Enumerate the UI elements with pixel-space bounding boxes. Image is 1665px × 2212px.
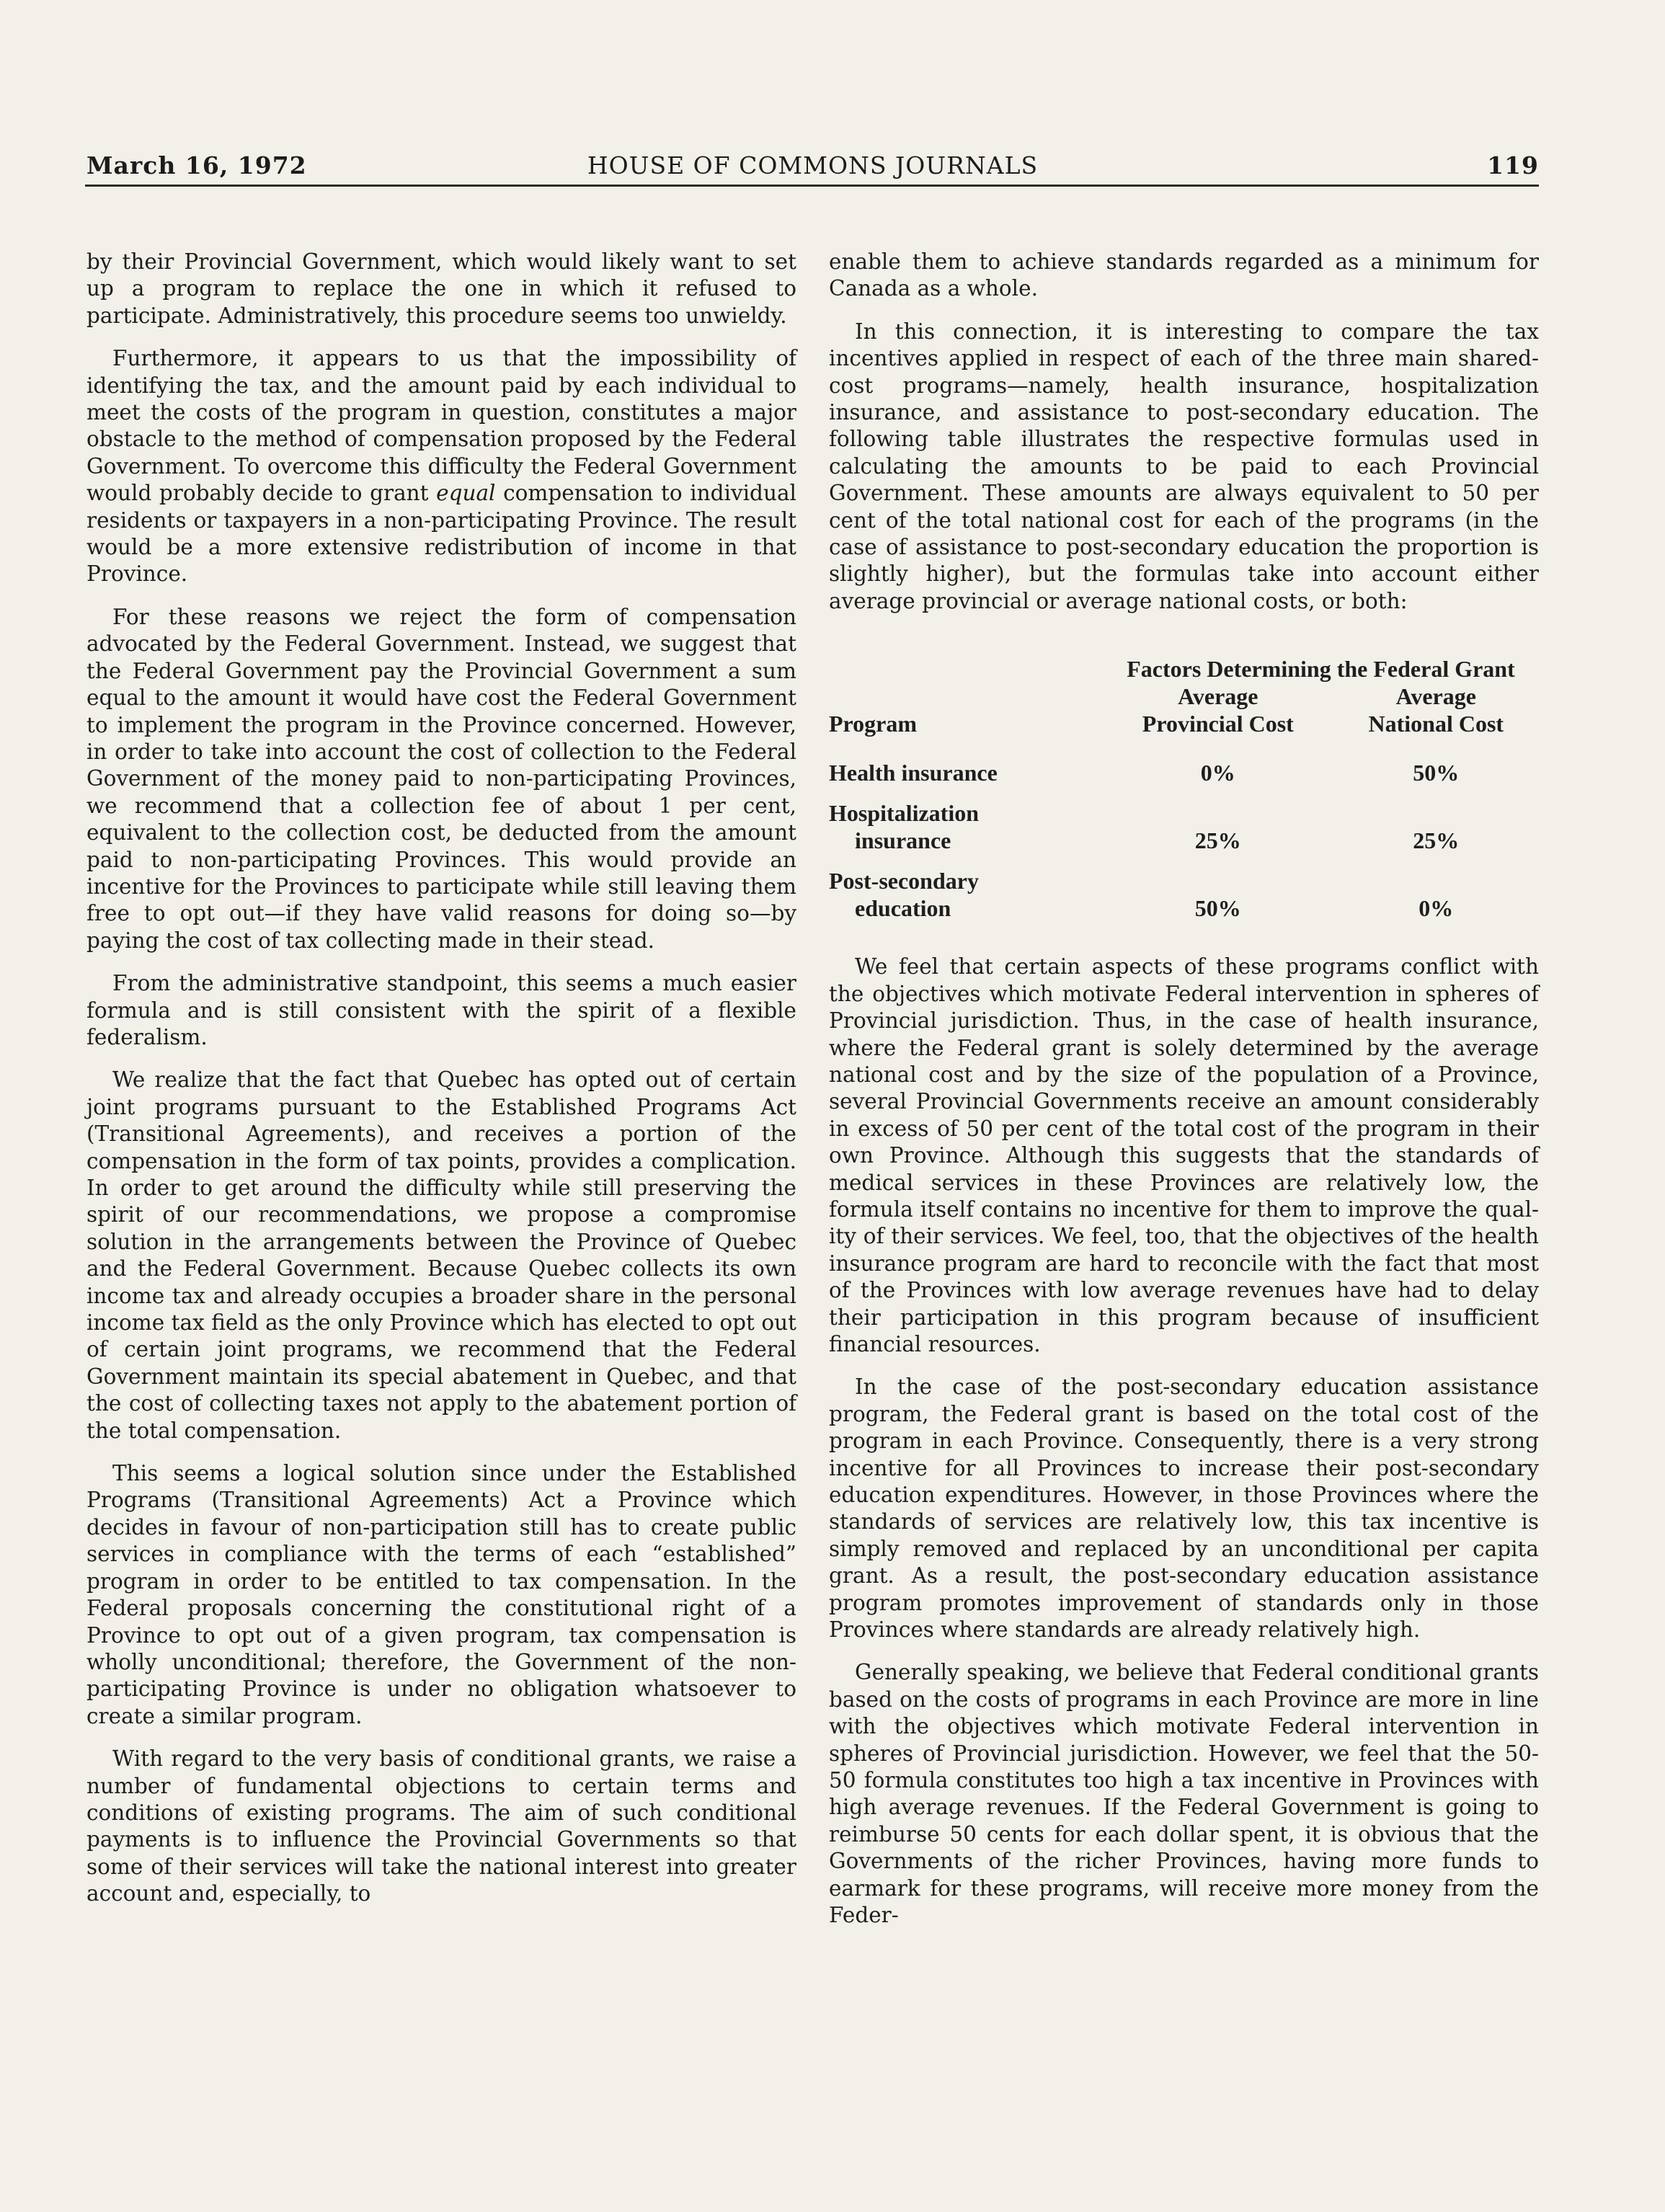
left-paragraph-2: [86, 345, 796, 588]
national-value: 50%: [1413, 760, 1460, 786]
national-header-line-1: Average: [1395, 683, 1476, 710]
header-rule: [85, 185, 1539, 187]
national-header-line-2: National Cost: [1368, 711, 1504, 737]
left-paragraph-2-part-a: Furthermore, it appears to us that the impossibility of identifying the tax, and the amount paid by each individual to meet the costs of the program in question, constitutes a major obstacle to the method of compensation proposed by the Federal Government. To overcome this difficulty the Federal Government would probably decide to grant: [86, 346, 796, 506]
grant-factors-table: [829, 655, 1539, 922]
page-header: [86, 151, 1539, 183]
emphasis-equal: equal: [436, 481, 496, 506]
table-row: [829, 854, 1539, 922]
header-date: March 16, 1972: [86, 151, 307, 179]
program-line-1: Hospitalization: [829, 800, 980, 827]
program-cell: [829, 786, 1103, 854]
provincial-header-line-2: Provincial Cost: [1142, 711, 1294, 737]
provincial-value: 25%: [1194, 827, 1241, 854]
right-paragraph-1: enable them to achieve standards regarded as a minimum for Canada as a whole.: [829, 249, 1539, 301]
table-row: [829, 737, 1539, 786]
program-line-2: education: [855, 895, 951, 922]
federal-grant-table: [829, 655, 1539, 922]
right-column: [829, 249, 1539, 1945]
program-cell: Health insurance: [829, 760, 998, 786]
left-paragraph-7: With regard to the very basis of conditional grants, we raise a number of fundamental objections to certain terms and conditions of existing programs. The aim of such conditional payments is to influence the Provincial Governments so that some of their services will take the national interest into greater account and, especially, to: [86, 1746, 796, 1906]
page-number: 119: [1487, 151, 1539, 179]
provincial-value: 50%: [1194, 895, 1241, 922]
left-paragraph-6: This seems a logical solution since under the Established Programs (Transitional Agreements) Act a Province which decides in favour of non-participation still has to create public services in compliance with the terms of each “established” program in order to be entitled to tax compensation. In the Federal proposals concerning the constitutional right of a Province to opt out of a given program, tax compensation is wholly unconditional; therefore, the Government of the non-participating Province is under no obligation whatsoever to create a similar program.: [86, 1461, 796, 1728]
right-paragraph-4: In the case of the post-secondary education assistance program, the Federal grant is based on the total cost of the program in each Province. Consequently, there is a very strong incentive for all Provinces to increase their post-secondary education expenditures. However, in those Provinces where the standards of services are relatively low, this tax incentive is simply removed and replaced by an unconditional per capita grant. As a result, the post-secondary education assistance program promotes improvement of standards only in those Provinces where standards are already relatively high.: [829, 1374, 1539, 1643]
national-value: 25%: [1413, 827, 1460, 854]
right-paragraph-3: We feel that certain aspects of these programs conflict with the objectives which motivate Federal intervention in spheres of Provincial jurisdiction. Thus, in the case of health insurance, where the Federal grant is solely determined by the average national cost and by the size of the population of a Province, several Provincial Governments receive an amount considerably in excess of 50 per cent of the total cost of the program in their own Province. Although this suggests that the standards of medical services in these Provinces are relatively low, the formula itself contains no incentive for them to improve the quality of their services. We feel, too, that the objectives of the health insurance program are hard to reconcile with the fact that most of the Provinces with low average revenues have had to delay their participation in this program because of insufficient financial resources.: [829, 954, 1539, 1356]
left-paragraph-4: From the administrative standpoint, this seems a much easier formula and is still consistent with the spirit of a flexible federalism.: [86, 971, 796, 1049]
program-line-2: insurance: [855, 827, 951, 854]
table-row: [829, 786, 1539, 854]
right-paragraph-2: In this connection, it is interesting to compare the tax incentives applied in respect of each of the three main shared-cost programs—namely, health insurance, hospitalization insurance, and assistance to post-secondary education. The following table illustrates the respective formulas used in calculating the amounts to be paid to each Provincial Government. These amounts are always equivalent to 50 per cent of the total national cost for each of the programs (in the case of assistance to post-secondary education the proportion is slightly higher), but the formulas take into account either average provincial or average national costs, or both:: [829, 319, 1539, 613]
left-paragraph-5: We realize that the fact that Quebec has opted out of certain joint programs pursuant to the Established Programs Act (Transitional Agreements), and receives a portion of the compensation in the form of tax points, provides a complication. In order to get around the difficulty while still preserving the spirit of our recommendations, we propose a compromise solution in the arrangements between the Province of Quebec and the Federal Government. Because Quebec collects its own income tax and already occupies a broader share in the personal income tax field as the only Province which has elected to opt out of certain joint programs, we recommend that the Federal Government maintain its special abatement in Quebec, and that the cost of collecting taxes not apply to the abatement portion of the total compensation.: [86, 1067, 796, 1443]
provincial-header-line-1: Average: [1178, 683, 1258, 710]
left-column: [86, 249, 796, 1924]
national-cost-header: [1333, 683, 1539, 737]
provincial-cost-header: [1103, 683, 1333, 737]
national-value: 0%: [1418, 895, 1454, 922]
right-paragraph-5: Generally speaking, we believe that Federal conditional grants based on the costs of programs in each Province are more in line with the objectives which motivate Federal intervention in spheres of Provincial jurisdiction. However, we feel that the 50-50 formula constitutes too high a tax incentive in Provinces with high average revenues. If the Federal Government is going to reimburse 50 cents for each dollar spent, it is obvious that the Governments of the richer Provinces, having more funds to earmark for these programs, will receive more money from the Feder-: [829, 1660, 1539, 1928]
provincial-value: 0%: [1200, 760, 1235, 786]
table-title: Factors Determining the Federal Grant: [1127, 656, 1515, 683]
program-header: Program: [829, 711, 918, 737]
header-title: HOUSE OF COMMONS JOURNALS: [587, 151, 1039, 179]
left-paragraph-1: by their Provincial Government, which would likely want to set up a program to replace the one in which it refused to participate. Administratively, this procedure seems too unwieldy.: [86, 249, 796, 328]
left-paragraph-3: For these reasons we reject the form of compensation advocated by the Federal Government. Instead, we suggest that the Federal Government pay the Provincial Government a sum equal to the amount it would have cost the Federal Government to implement the program in the Province concerned. However, in order to take into account the cost of collection to the Federal Government of the money paid to non-participating Provinces, we recommend that a collection fee of about 1 per cent, equivalent to the collection cost, be deducted from the amount paid to non-participating Provinces. This would provide an incentive for the Provinces to participate while still leaving them free to opt out—if they have valid reasons for doing so—by paying the cost of tax collecting made in their stead.: [86, 604, 796, 953]
program-line-1: Post-secondary: [829, 868, 979, 894]
program-cell: [829, 854, 1103, 922]
left-paragraph-2-part-b: compensation to individual residents or taxpayers in a non-participating Province. The result would be a more extensive redistribution of income in that Province.: [86, 481, 796, 587]
